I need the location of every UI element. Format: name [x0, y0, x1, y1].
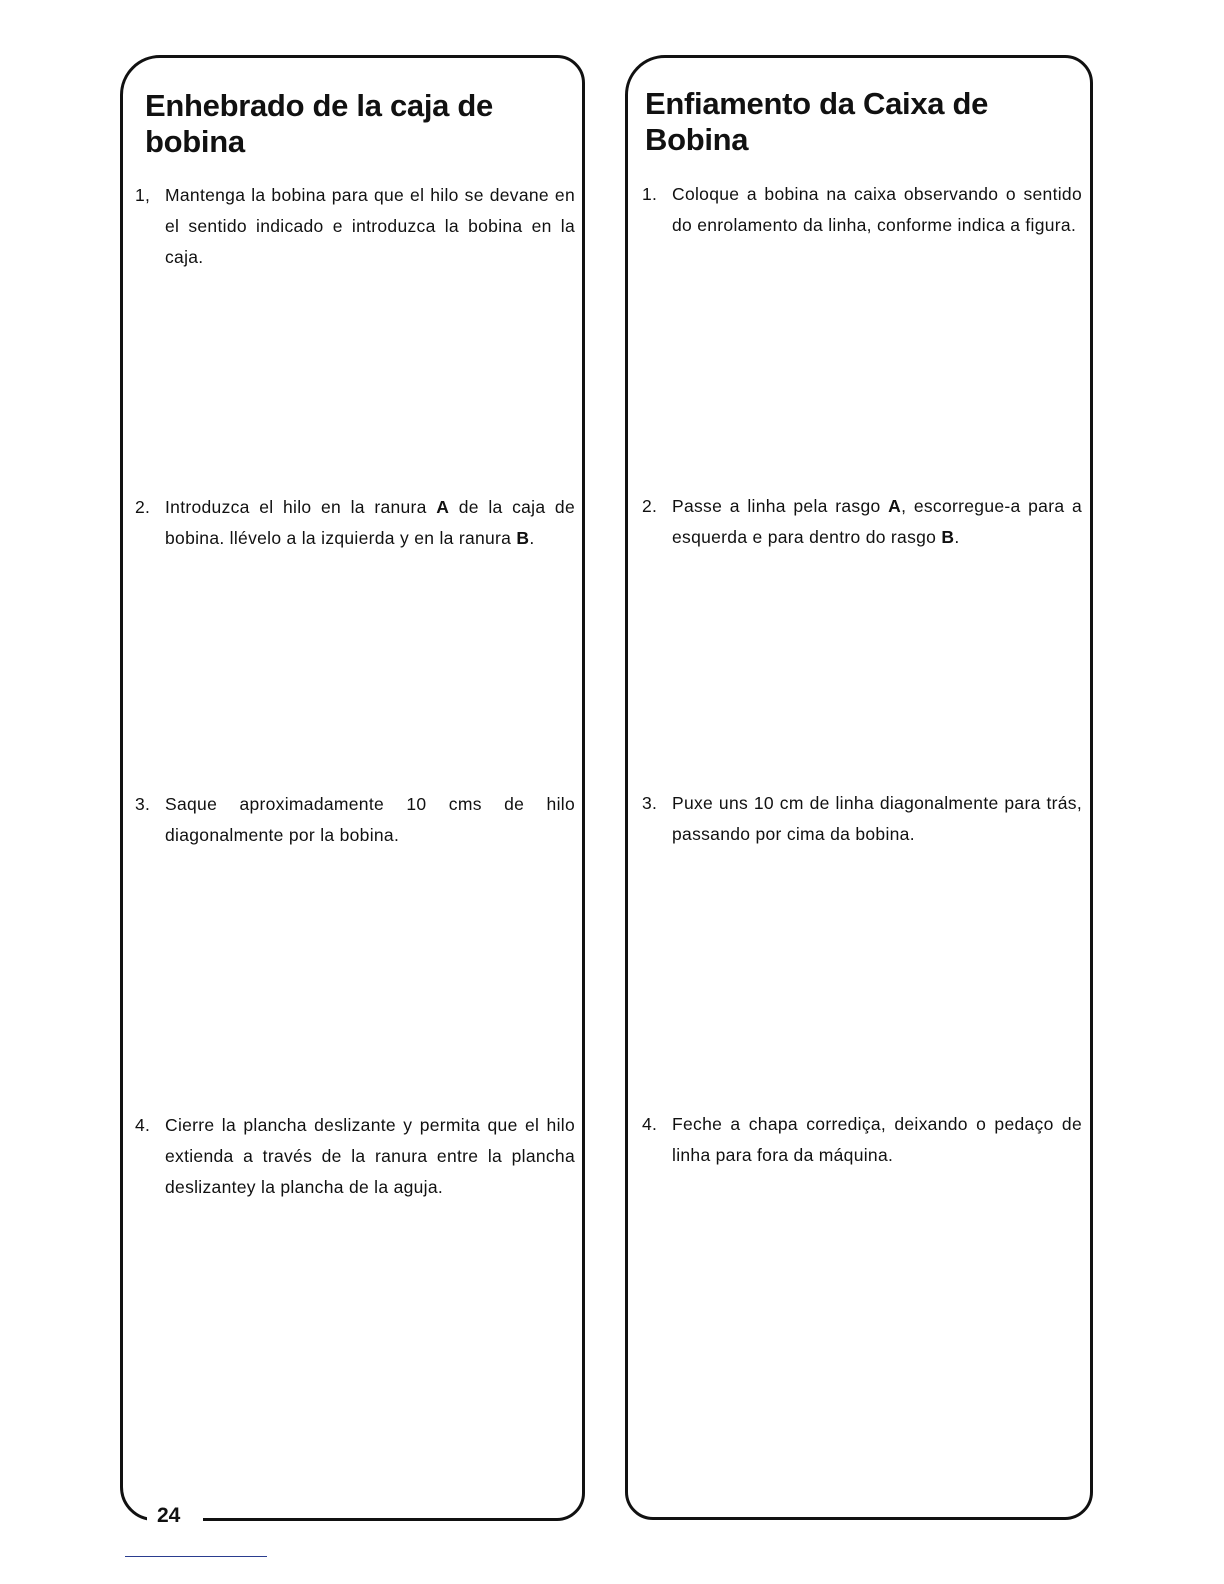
step-text: Feche a chapa corrediça, deixando o pedaço de linha para fora da máquina.: [672, 1114, 1082, 1165]
step-number: 1.: [642, 184, 658, 204]
spanish-instructions-panel: [120, 55, 585, 1521]
spanish-step-4: [135, 1110, 575, 1203]
slot-b-label: B: [516, 528, 530, 548]
step-number: 1,: [135, 185, 151, 205]
step-text: Cierre la plancha deslizante y permita que el hilo extienda a través de la ranura entre la plancha deslizantey la plancha de la aguja.: [165, 1115, 575, 1197]
portuguese-step-4: [642, 1109, 1082, 1171]
step-text: Passe a linha pela rasgo A, escorregue-a para a esquerda e para dentro do rasgo B.: [672, 496, 1082, 547]
portuguese-instructions-panel: [625, 55, 1093, 1520]
step-number: 3.: [642, 793, 658, 813]
spanish-step-3: [135, 789, 575, 851]
step-number: 4.: [642, 1114, 658, 1134]
portuguese-step-1: [642, 179, 1082, 241]
spanish-title: Enhebrado de la caja de bobina: [145, 88, 493, 159]
page-number: 24: [153, 1504, 184, 1528]
portuguese-step-2: [642, 491, 1082, 553]
step-text: Coloque a bobina na caixa observando o sentido do enrolamento da linha, conforme indica a figura.: [672, 184, 1082, 235]
step-number: 4.: [135, 1115, 151, 1135]
step-text: Saque aproximadamente 10 cms de hilo diagonalmente por la bobina.: [165, 794, 575, 845]
slot-a-label: A: [436, 497, 450, 517]
portuguese-step-3: [642, 788, 1082, 850]
portuguese-title: Enfiamento da Caixa de Bobina: [645, 86, 989, 157]
bottom-rule: [125, 1556, 267, 1557]
step-text: Mantenga la bobina para que el hilo se devane en el sentido indicado e introduzca la bobina en la caja.: [165, 185, 575, 267]
step-number: 2.: [642, 496, 658, 516]
slot-a-label: A: [888, 496, 902, 516]
spanish-step-1: [135, 180, 575, 273]
step-number: 3.: [135, 794, 151, 814]
step-number: 2.: [135, 497, 151, 517]
page-footer: [125, 1497, 585, 1537]
step-text: Puxe uns 10 cm de linha diagonalmente para trás, passando por cima da bobina.: [672, 793, 1082, 844]
step-text: Introduzca el hilo en la ranura A de la caja de bobina. llévelo a la izquierda y en la ranura B.: [165, 497, 575, 548]
slot-b-label: B: [941, 527, 955, 547]
spanish-step-2: [135, 492, 575, 554]
